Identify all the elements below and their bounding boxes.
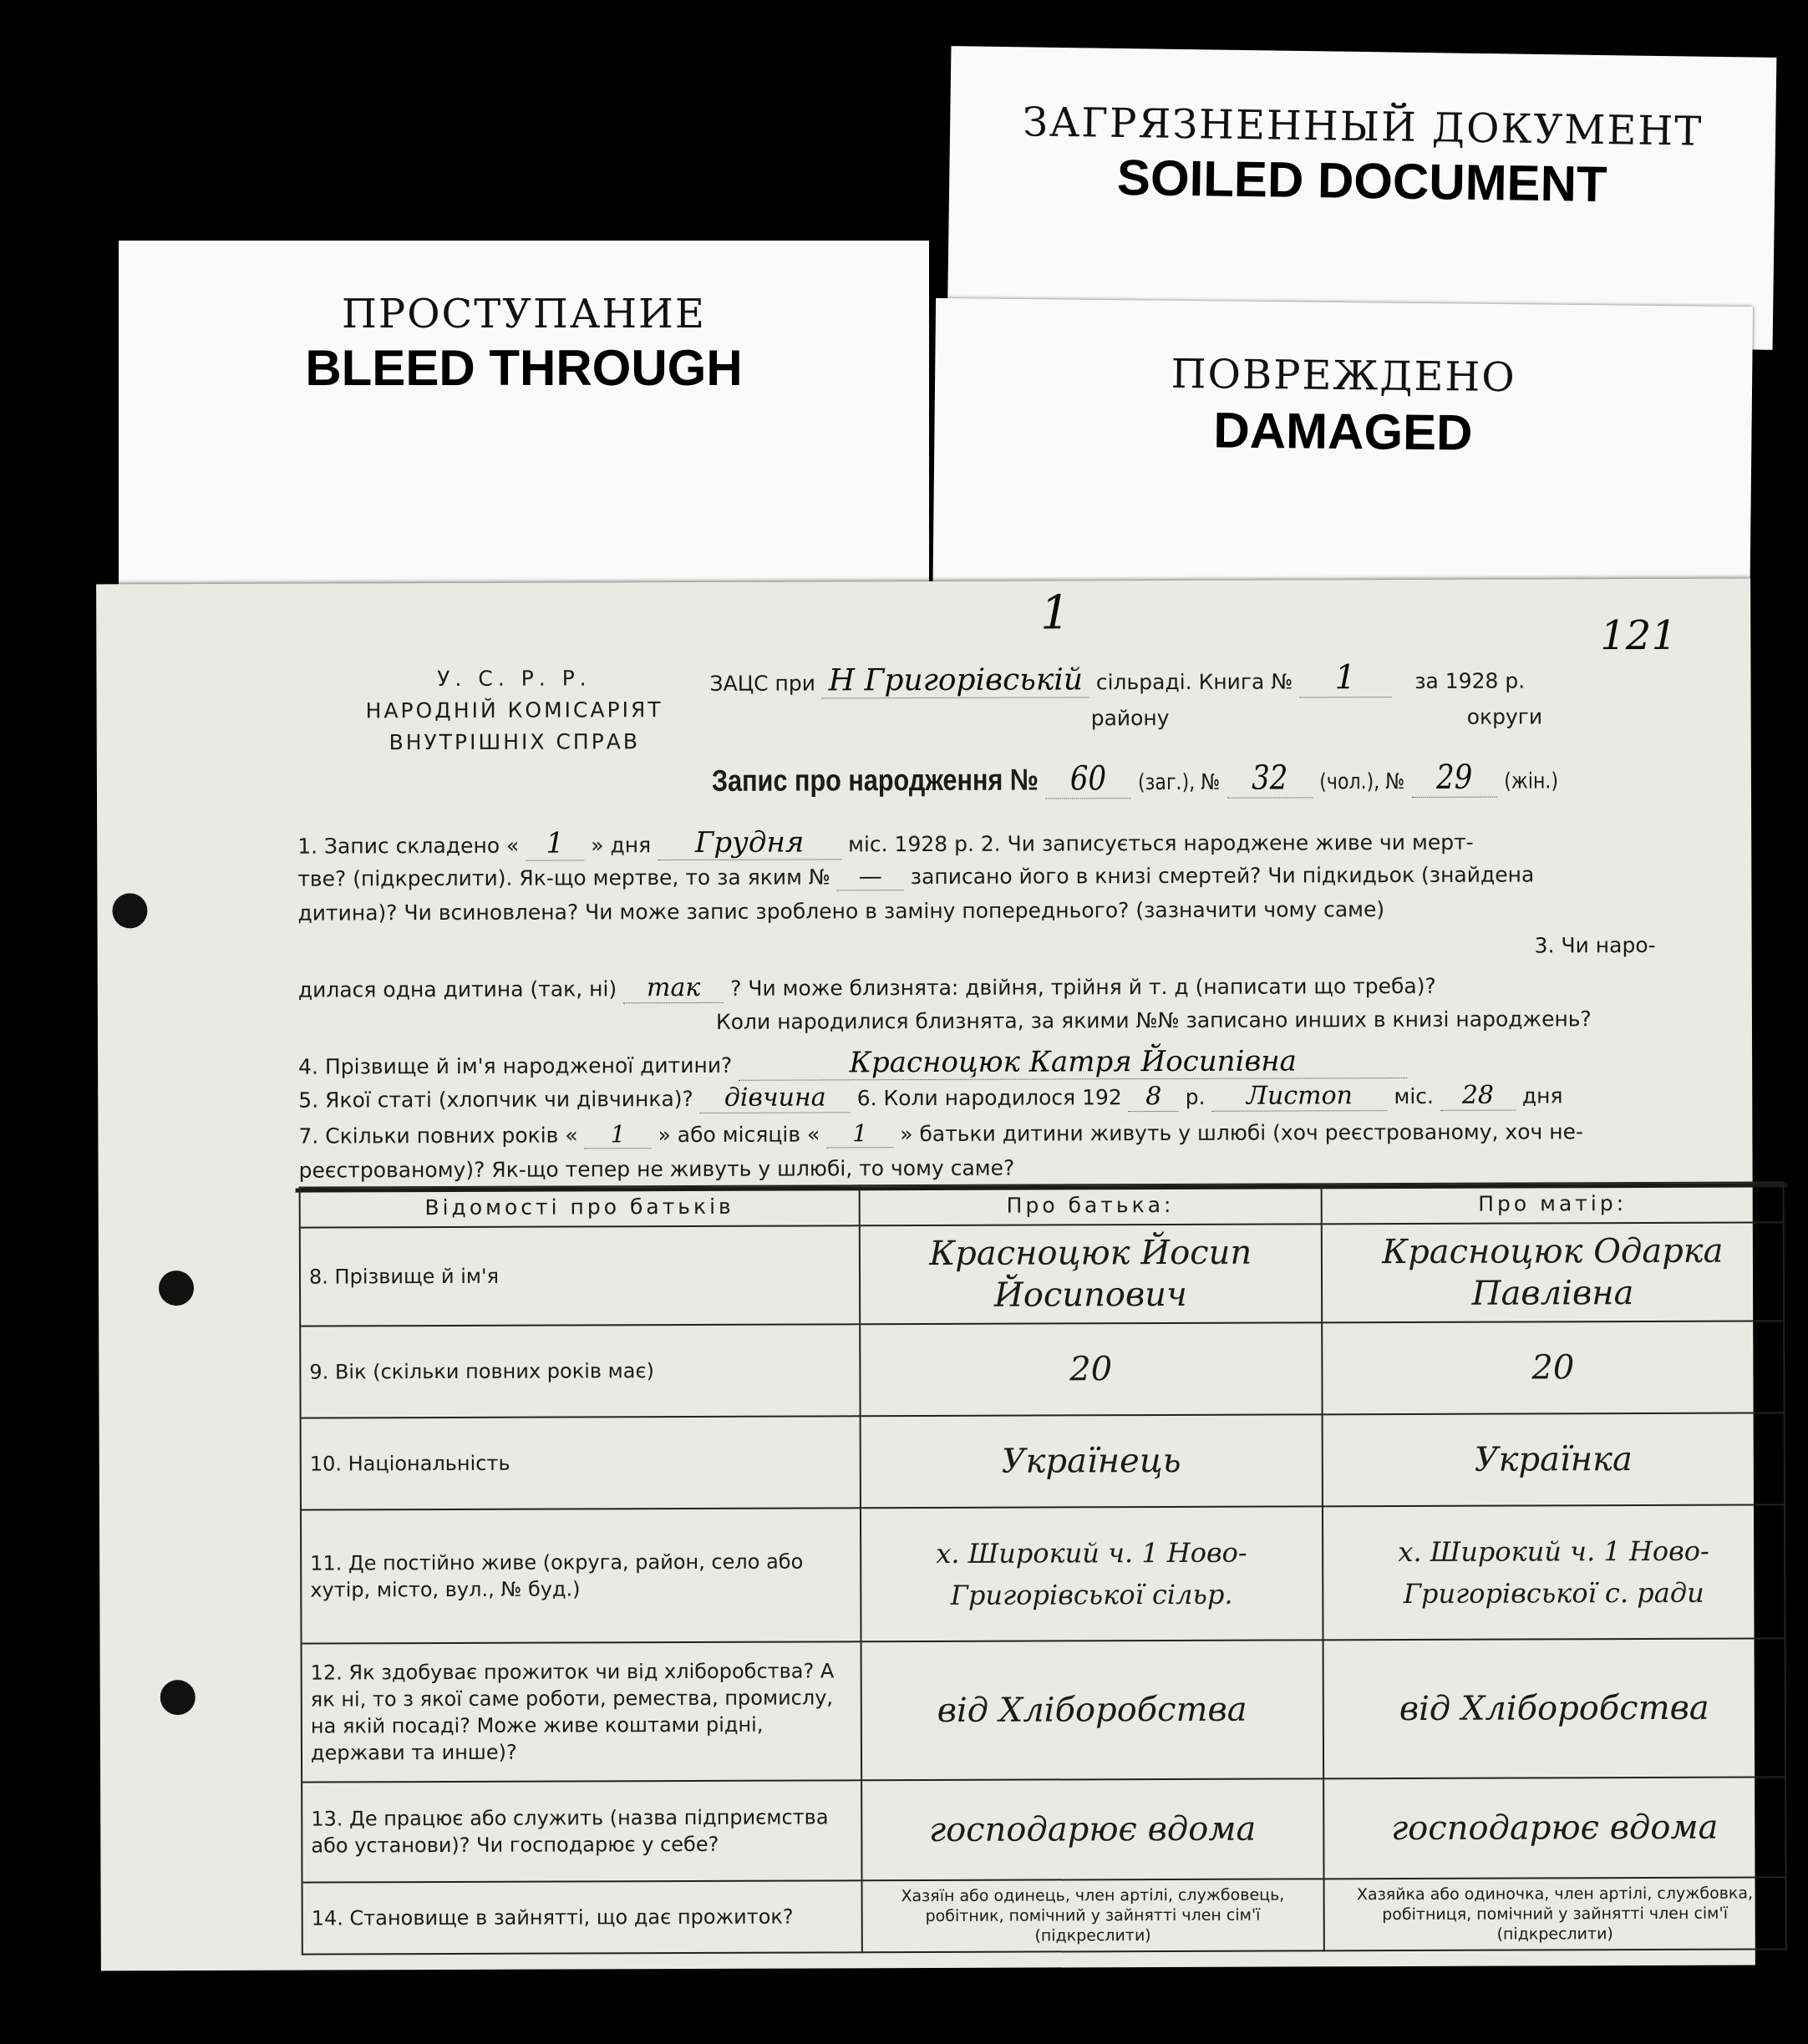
record-title: Запис про народження № 60 (заг.), № 32 (чол.), № 29 (жін.) [711,758,1559,799]
general-number: 60 [1045,759,1130,799]
soiled-label-ru: ЗАГРЯЗНЕННЫЙ ДОКУМЕНТ [1022,99,1704,155]
record-line-2: тве? (підкреслити). Як-що мертве, то за яким № — записано його в книзі смертей? Чи підкидьок (знайдена [297,862,1535,891]
mother-workplace: господарює вдома [1323,1777,1786,1879]
table-header-row [300,1182,1784,1227]
father-livelihood: від Хліборобства [861,1640,1323,1780]
table-row: 12. Як здобуває прожиток чи від хліборобства? А як ні, то з якої саме роботи, ремества, промислу, на якій посаді? Може живе коштами рідні, держави та инше)? від Хліборобства від Хліборобства [302,1638,1786,1782]
punch-hole [159,1271,194,1306]
table-row: 11. Де постійно живе (округа, район, село або хутір, місто, вул., № буд.) х. Широкий ч. 1 Ново-Григорівської сільр. х. Широкий ч. 1 Ново-Григорівської с. ради [301,1504,1785,1643]
mother-nationality: Українка [1322,1413,1785,1506]
soiled-label-en: SOILED DOCUMENT [1116,149,1608,213]
punch-hole [160,1680,196,1715]
birth-day: 28 [1440,1081,1516,1111]
table-row: 10. Національність Українець Українка [301,1413,1785,1509]
child-name: Красноцюк Катря Йосипівна [739,1044,1407,1081]
father-status: Хазяїн або одинець, член артілі, службовець, робітник, помічний у зайнятті член сім'ї (підкреслити) [861,1879,1323,1952]
damaged-label-en: DAMAGED [1213,402,1473,461]
header-father: Про батька: [859,1184,1321,1225]
table-row: 14. Становище в зайнятті, що дає прожиток? Хазяїн або одинець, член артілі, службовець, робітник, помічний у зайнятті член сім'ї (підкреслити) Хазяйка або одиночка, член артілі, службовка, робітниця, помічний у зайнятті член сім'ї (підкреслити) [302,1877,1786,1954]
commissariat-line2: ВНУТРІШНІХ СПРАВ [389,729,641,755]
archive-number: 121 [1600,611,1678,660]
usrr-label: У. С. Р. Р. [437,666,592,692]
female-number: 29 [1412,758,1497,798]
punch-hole [112,893,147,928]
parents-table [299,1181,1787,1955]
mother-status: Хазяйка або одиночка, член артілі, службовка, робітниця, помічний у зайнятті член сім'ї (підкреслити) [1323,1877,1785,1950]
okrug-label: округи [1466,704,1543,729]
header-mother: Про матір: [1321,1182,1783,1224]
top-mark: 1 [1040,586,1070,641]
table-row: 9. Вік (скільки повних років має) 20 20 [300,1321,1784,1418]
mother-residence: х. Широкий ч. 1 Ново-Григорівської с. ради [1323,1504,1785,1640]
father-age: 20 [860,1322,1322,1416]
record-line-4: 3. Чи наро- [1534,932,1656,958]
commissariat-line1: НАРОДНІЙ КОМІСАРІЯТ [365,697,663,723]
birth-month: Листоп [1211,1081,1387,1112]
village-council: Н Григорівській [822,662,1089,698]
header-info: Відомості про батьків [300,1185,860,1227]
record-line-5: дилася одна дитина (так, ні) так ? Чи може близнята: двійня, трійня й т. д (написати що треба)? [297,972,1436,1003]
book-number: 1 [1299,658,1391,697]
rayon-label: району [1090,705,1170,731]
record-line-3: дитина)? Чи всиновлена? Чи може запис зроблено в заміну попереднього? (зазначити чому саме) [297,897,1385,926]
male-number: 32 [1227,758,1313,798]
zags-line: ЗАЦС при Н Григорівській сільраді. Книга № 1 за 1928 р. [709,658,1526,698]
record-line-1: 1. Запис складено « 1 » дня Грудня міс. 1928 р. 2. Чи записується народжене живе чи мерт- [297,825,1474,860]
child-sex: дівчина [700,1083,851,1113]
father-residence: х. Широкий ч. 1 Ново-Григорівської сільр. [861,1506,1323,1641]
bleed-label-en: BLEED THROUGH [305,340,743,396]
record-line-6: Коли народилися близнята, за якими №№ записано инших в книзі народжень? [715,1007,1592,1034]
mother-name: Красноцюк Одарка Павлівна [1322,1222,1785,1322]
table-row: 13. Де працює або служить (назва підприємства або установи)? Чи господарює у себе? господарює вдома господарює вдома [302,1777,1785,1882]
table-row: 8. Прізвище й ім'я Красноцюк Йосип Йосипович Красноцюк Одарка Павлівна [300,1222,1784,1326]
record-line-7: 4. Прізвище й ім'я народженої дитини? Красноцюк Катря Йосипівна [298,1044,1407,1083]
mother-age: 20 [1322,1321,1785,1414]
birth-record-form [96,579,1755,1971]
father-workplace: господарює вдома [861,1778,1324,1880]
record-line-10: реєстрованому)? Як-що тепер не живуть у шлюбі, то чому саме? [298,1155,1015,1183]
record-line-9: 7. Скільки повних років « 1 » або місяців « 1 » батьки дитини живуть у шлюбі (хоч реєстрованому, хоч не- [298,1119,1583,1149]
issuing-authority [305,662,723,759]
record-line-8: 5. Якої статі (хлопчик чи дівчинка)? дівчина 6. Коли народилося 192 8 р. Листоп міс. 28 дня [298,1080,1563,1113]
bleed-label-ru: ПРОСТУПАНИЕ [342,291,706,337]
mother-livelihood: від Хліборобства [1323,1638,1785,1778]
bleed-through-card [119,241,929,625]
father-name: Красноцюк Йосип Йосипович [860,1224,1323,1324]
father-nationality: Українець [860,1414,1322,1508]
damaged-label-ru: ПОВРЕЖДЕНО [1171,350,1516,402]
